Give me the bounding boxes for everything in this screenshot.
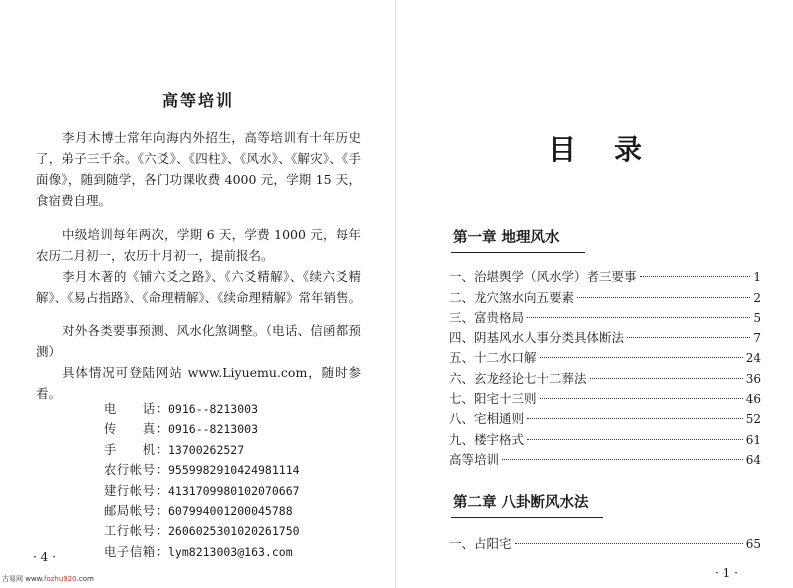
contact-label: 邮局帐号： (104, 504, 168, 519)
paragraph-intermediate-training: 中级培训每年两次，学期 6 天，学费 1000 元，每年农历二月初一，农历十月初一，提前报名。 (36, 227, 361, 263)
toc-entry-page: 64 (745, 453, 761, 467)
toc-entry[interactable] (449, 389, 761, 409)
toc-leader (577, 297, 750, 298)
contact-label: 手 机： (104, 442, 168, 457)
contact-value: 607994001200045788 (168, 504, 293, 519)
toc-entry-title: 四、阴基风水人事分类具体断法 (449, 330, 625, 345)
toc-entry-title: 高等培训 (449, 452, 500, 467)
chapter-underline (451, 252, 585, 254)
contact-list (104, 399, 300, 562)
chapter-heading-1 (453, 226, 560, 250)
contact-label: 建行帐号： (104, 483, 168, 498)
toc-entry[interactable] (449, 369, 761, 389)
left-page-title: 高等培训 (161, 91, 234, 110)
contact-label: 工行帐号： (104, 524, 168, 539)
toc-title: 目录 (548, 133, 681, 166)
contact-row (104, 440, 300, 460)
contact-value: 0916--8213003 (168, 422, 259, 437)
toc-entry-title: 七、阳宅十三则 (449, 391, 537, 406)
contact-label: 电子信箱： (104, 544, 168, 559)
contact-row (104, 501, 300, 521)
left-page-number: · 4 · (33, 550, 56, 564)
toc-leader (515, 543, 743, 544)
toc-entry-page: 7 (753, 331, 761, 345)
toc-entry-page: 5 (753, 311, 761, 325)
chapter-heading-text: 第二章 八卦断风水法 (453, 495, 589, 511)
toc-entry[interactable] (449, 534, 761, 554)
chapter-heading-2 (453, 491, 589, 515)
contact-row (104, 521, 300, 541)
paragraph-prediction-service: 对外各类要事预测、风水化煞调整。（电话、信函都预测） (36, 323, 361, 359)
toc-entry-title: 一、治堪舆学（风水学）者三要事 (449, 269, 637, 284)
contact-label: 电 话： (104, 402, 168, 416)
chapter-heading-text: 第一章 地理风水 (453, 230, 560, 246)
toc-entry[interactable] (449, 267, 761, 287)
contact-row (104, 419, 300, 439)
toc-entry-page: 2 (753, 291, 761, 305)
contact-row (104, 399, 300, 419)
toc-entry-page: 52 (745, 412, 761, 426)
contact-value: 2606025301020261750 (168, 524, 300, 539)
toc-entry-title: 六、玄龙经论七十二葬法 (449, 371, 587, 386)
contact-value: lym8213003@163.com (168, 544, 293, 559)
toc-leader (527, 317, 750, 318)
toc-entry-page: 46 (745, 392, 761, 406)
toc-entry-title: 九、楼宇格式 (449, 432, 525, 447)
toc-leader (540, 357, 743, 358)
toc-entry-page: 36 (745, 372, 761, 386)
right-page-number: · 1 · (715, 566, 738, 580)
toc-entry-page: 1 (753, 270, 761, 284)
watermark-brand: fozhu920 (43, 575, 77, 583)
contact-label: 农行帐号： (104, 463, 168, 478)
toc-leader (540, 398, 743, 399)
contact-value: 4131709980102070667 (168, 483, 300, 498)
contact-row (104, 542, 300, 562)
watermark-suffix: .com (76, 575, 94, 583)
toc-entry[interactable] (449, 450, 761, 470)
contact-value: 9559982910424981114 (168, 463, 300, 478)
toc-entry-page: 24 (745, 351, 761, 365)
contact-value: 0916--8213003 (168, 402, 259, 416)
toc-entry-title: 八、宅相通则 (449, 411, 525, 426)
toc-entry[interactable] (449, 328, 761, 348)
watermark-prefix: 古易网 www. (2, 575, 44, 583)
paragraph-books: 李月木著的《铺六爻之路》、《六爻精解》、《续六爻精解》、《易占指路》、《命理精解》、《续命理精解》常年销售。 (36, 269, 362, 305)
contact-row (104, 460, 300, 480)
paragraph-advanced-training: 李月木博士常年向海内外招生，高等培训有十年历史了，弟子三千余。《六爻》、《四柱》、《风水》、《解灾》、《手面像》，随到随学，各门功课收费 4000 元，学期 15 天，食宿费自理。 (36, 130, 361, 208)
contact-label: 传 真： (104, 422, 168, 437)
toc-entry[interactable] (449, 430, 761, 450)
toc-entry[interactable] (449, 288, 761, 308)
toc-entry[interactable] (449, 409, 761, 429)
toc-entry-page: 61 (745, 433, 761, 447)
toc-leader (502, 459, 743, 460)
toc-leader (527, 439, 743, 440)
toc-entry-title: 三、富贵格局 (449, 310, 525, 325)
toc-entry-title: 二、龙穴煞水向五要素 (449, 290, 575, 305)
toc-leader (590, 378, 743, 379)
toc-entry[interactable] (449, 348, 761, 368)
watermark (2, 574, 94, 584)
toc-entry-page: 65 (745, 537, 761, 551)
contact-row (104, 481, 300, 501)
contact-value: 13700262527 (168, 442, 245, 457)
toc-leader (527, 418, 743, 419)
paragraph-website: 具体情况可登陆网站 www.Liyuemu.com，随时参看。 (36, 365, 361, 401)
toc-entry[interactable] (449, 308, 761, 328)
toc-leader (640, 276, 751, 277)
toc-entry-title: 一、占阳宅 (449, 536, 512, 551)
chapter-underline (451, 517, 603, 519)
toc-leader (627, 337, 750, 338)
toc-entry-title: 五、十二水口解 (449, 350, 537, 365)
